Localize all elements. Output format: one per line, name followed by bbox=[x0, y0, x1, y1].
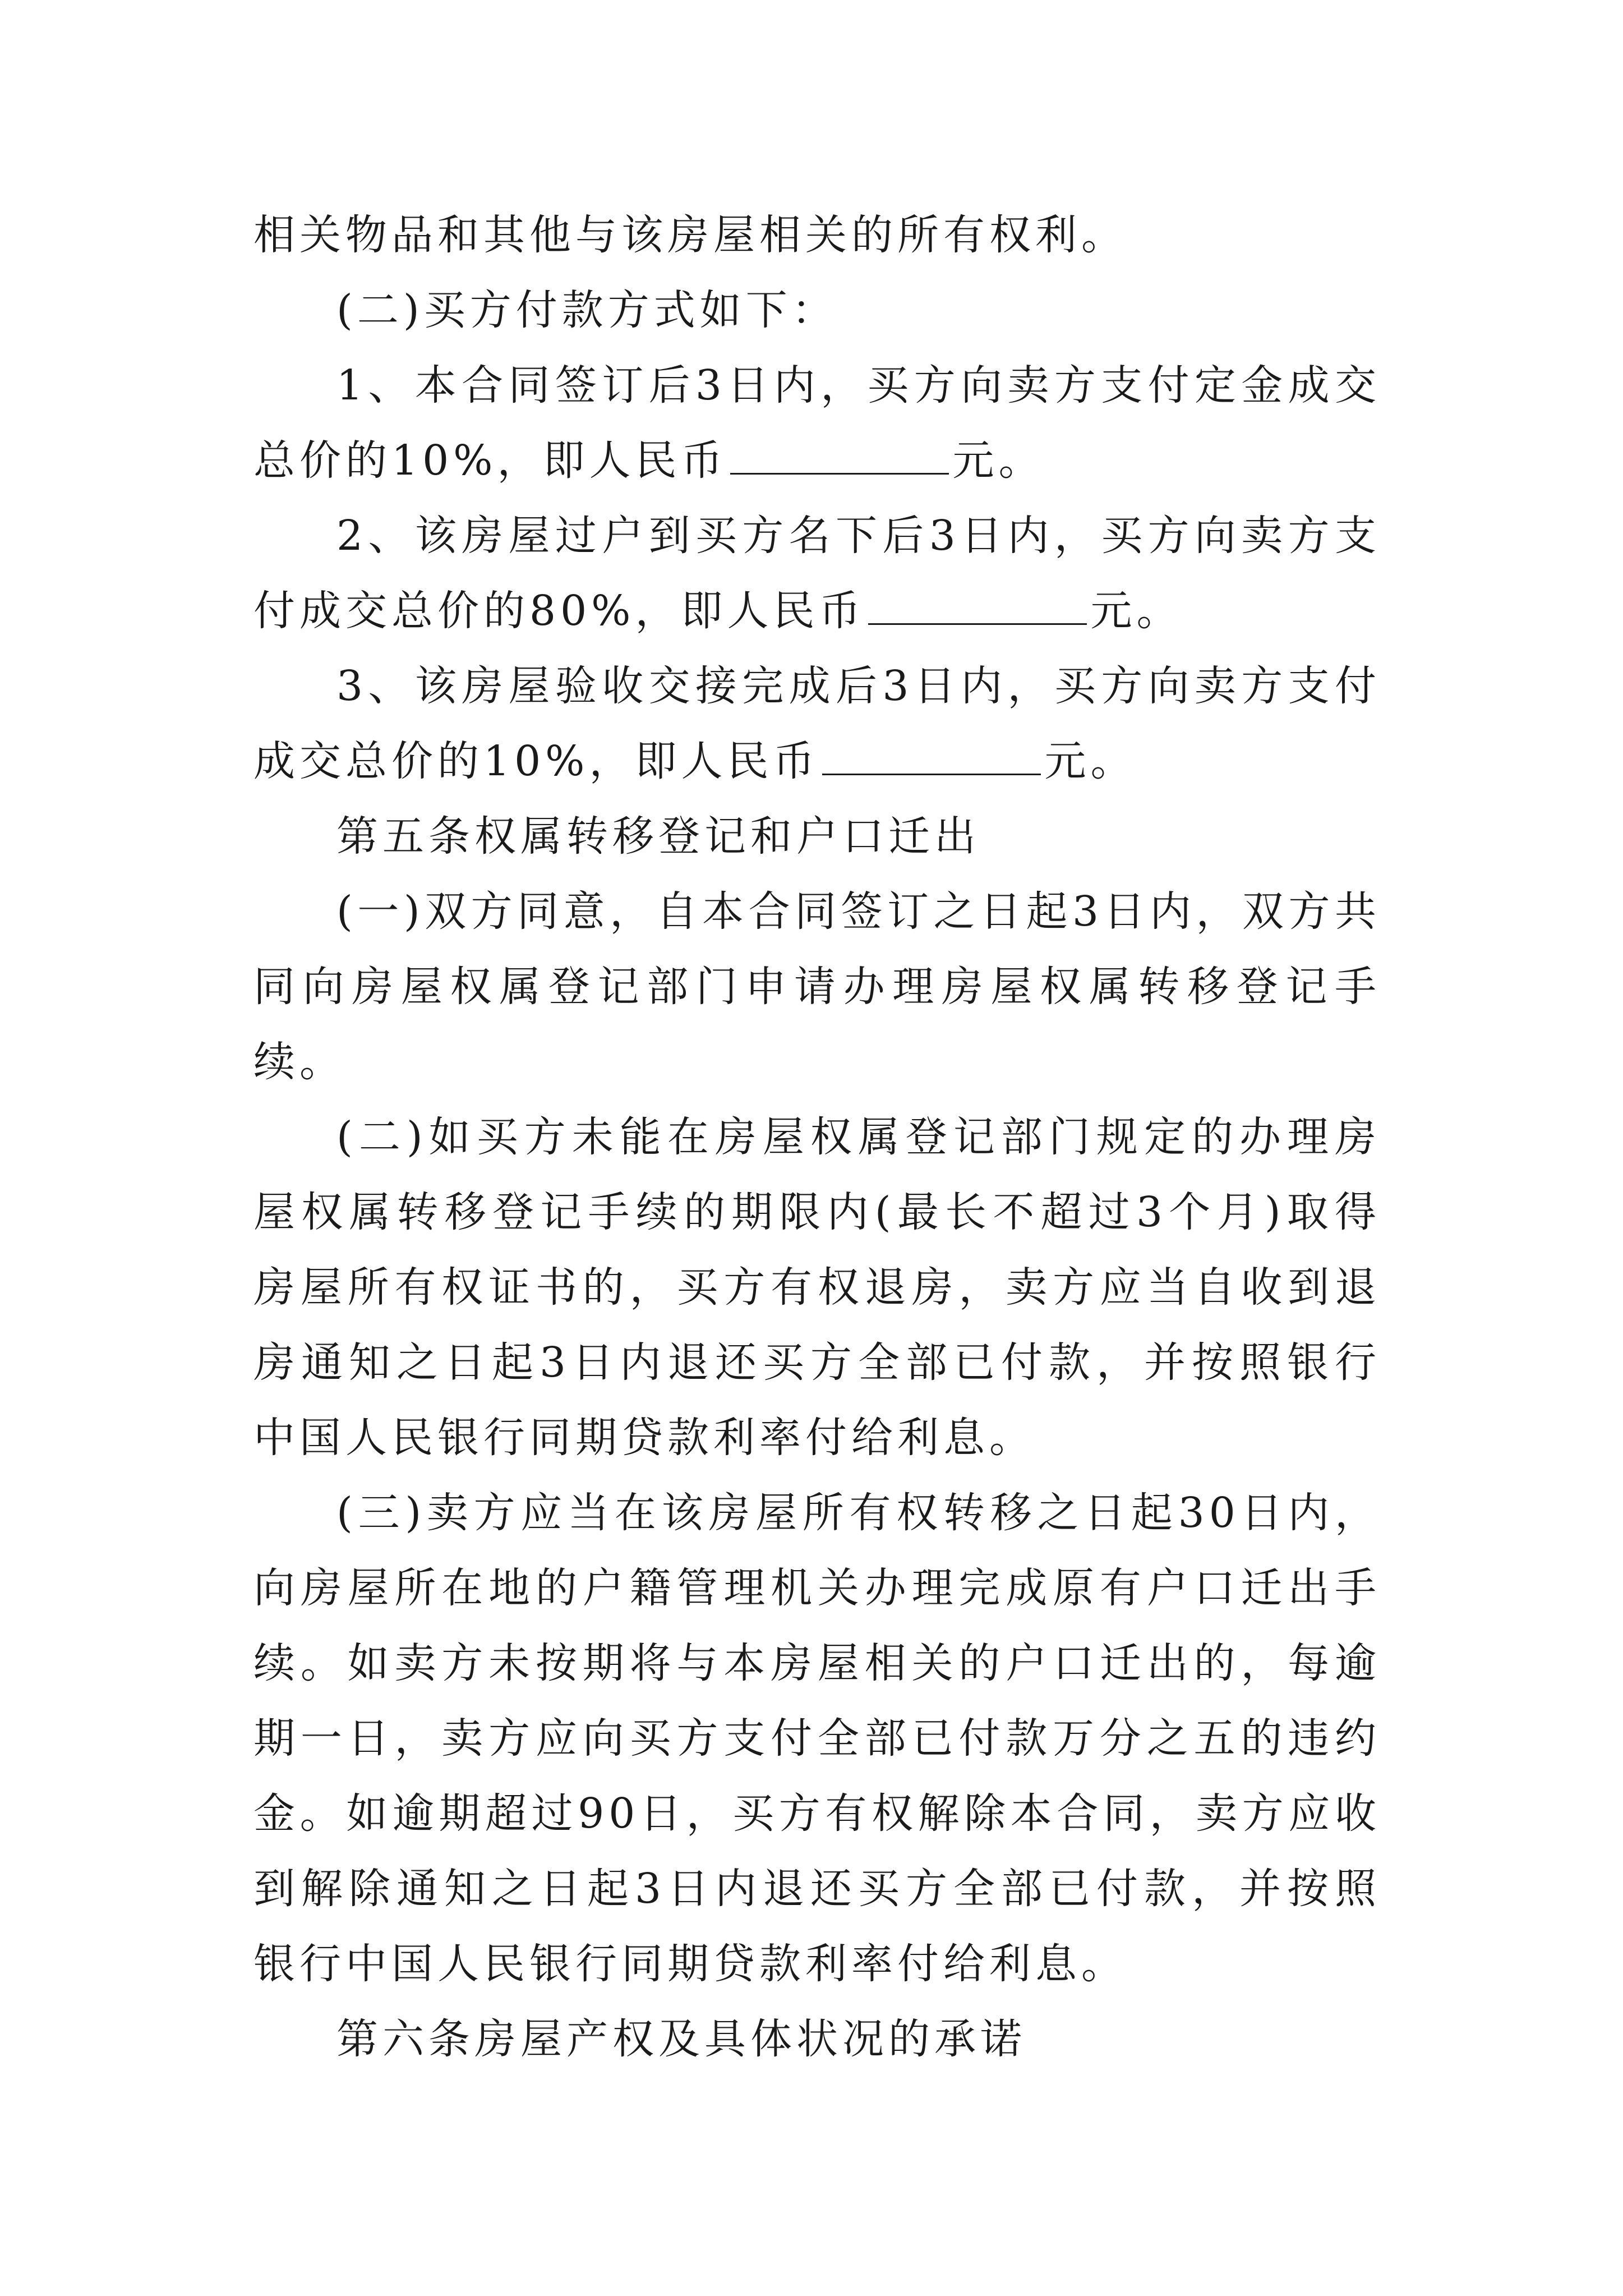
article-five-heading bbox=[253, 799, 1381, 874]
paragraph-text-suffix: 元。 bbox=[1090, 587, 1183, 635]
paragraph-payment-method-heading bbox=[253, 273, 1381, 348]
paragraph-text-suffix: 元。 bbox=[952, 436, 1045, 485]
paragraph-household-registration bbox=[253, 1475, 1381, 2001]
paragraph-payment-transfer bbox=[253, 498, 1381, 648]
paragraph-text: (二)买方付款方式如下： bbox=[336, 286, 838, 334]
article-six-heading bbox=[253, 2001, 1381, 2077]
amount-blank-field[interactable] bbox=[868, 586, 1087, 625]
paragraph-text: 3、该房屋验收交接完成后3日内，买方向卖方支付成交总价的10%，即人民币 bbox=[253, 662, 1381, 785]
amount-blank-field[interactable] bbox=[822, 737, 1041, 775]
amount-blank-field[interactable] bbox=[730, 436, 949, 475]
contract-body-text bbox=[253, 197, 1381, 2077]
paragraph-text: 第五条权属转移登记和户口迁出 bbox=[336, 812, 980, 861]
paragraph-payment-handover bbox=[253, 648, 1381, 799]
paragraph-text: (三)卖方应当在该房屋所有权转移之日起30日内，向房屋所在地的户籍管理机关办理完成原有户口迁出手续。如卖方未按期将与本房屋相关的户口迁出的，每逾期一日，卖方应向买方支付全部已付款万分之五的违约金。如逾期超过90日，买方有权解除本合同，卖方应收到解除通知之日起3日内退还买方全部已付款，并按照银行中国人民银行同期贷款利率付给利息。 bbox=[253, 1489, 1381, 1988]
paragraph-text: 相关物品和其他与该房屋相关的所有权利。 bbox=[253, 211, 1127, 259]
paragraph-text: 第六条房屋产权及具体状况的承诺 bbox=[336, 2015, 1026, 2063]
paragraph-text: 2、该房屋过户到买方名下后3日内，买方向卖方支付成交总价的80%，即人民币 bbox=[253, 512, 1381, 635]
paragraph-text: (二)如买方未能在房屋权属登记部门规定的办理房屋权属转移登记手续的期限内(最长不超过3个月)取得房屋所有权证书的，买方有权退房，卖方应当自收到退房通知之日起3日内退还买方全部已付款，并按照银行中国人民银行同期贷款利率付给利息。 bbox=[253, 1113, 1381, 1462]
paragraph-text: 1、本合同签订后3日内，买方向卖方支付定金成交总价的10%，即人民币 bbox=[253, 361, 1381, 485]
paragraph-text-suffix: 元。 bbox=[1044, 737, 1137, 785]
paragraph-payment-deposit bbox=[253, 348, 1381, 498]
paragraph-registration-deadline bbox=[253, 1099, 1381, 1475]
paragraph-registration-agreement bbox=[253, 874, 1381, 1099]
paragraph-text: (一)双方同意，自本合同签订之日起3日内，双方共同向房屋权属登记部门申请办理房屋权属转移登记手续。 bbox=[253, 887, 1381, 1086]
paragraph-rights-continuation bbox=[253, 197, 1381, 273]
